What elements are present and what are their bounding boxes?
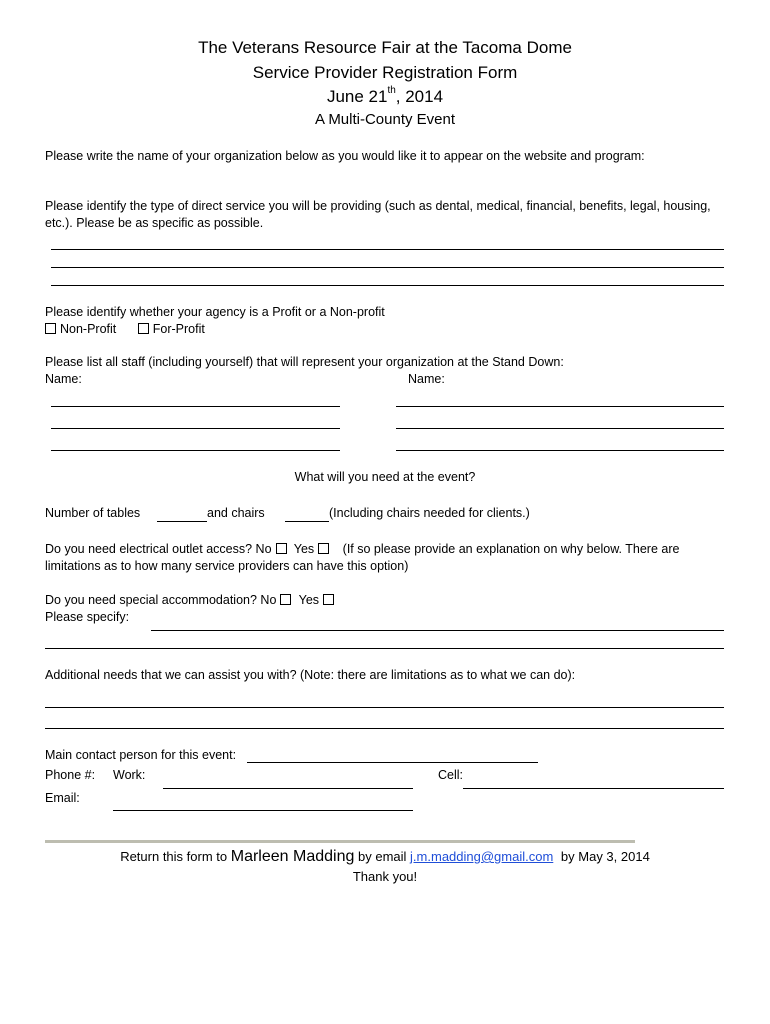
cell-phone-line[interactable]	[463, 788, 724, 789]
service-type-line-3[interactable]	[51, 285, 724, 286]
org-name-prompt: Please write the name of your organization below as you would like it to appear on the website and program:	[45, 149, 645, 163]
event-date-prefix: June 21	[326, 87, 388, 106]
accommodation-specify-line[interactable]	[151, 630, 724, 631]
email-line[interactable]	[113, 810, 413, 811]
tables-input-line[interactable]	[157, 521, 207, 522]
chairs-note: (Including chairs needed for clients.)	[329, 506, 530, 520]
staff-name-line[interactable]	[396, 428, 724, 429]
accommodation-row	[45, 593, 338, 607]
profit-options	[45, 322, 205, 336]
additional-needs-prompt: Additional needs that we can assist you with? (Note: there are limitations as to what we can do):	[45, 668, 576, 682]
event-date-suffix: , 2014	[395, 87, 444, 106]
email-label: Email:	[45, 791, 80, 805]
accommodation-yes-checkbox[interactable]	[323, 594, 334, 605]
return-instructions	[0, 848, 770, 866]
staff-name-line[interactable]	[51, 450, 340, 451]
accommodation-yes-label: Yes	[298, 593, 320, 607]
staff-name-line[interactable]	[396, 450, 724, 451]
form-subtitle: Service Provider Registration Form	[252, 63, 518, 82]
contact-name: Marleen Madding	[230, 848, 355, 865]
work-phone-label: Work:	[113, 768, 146, 782]
additional-needs-line[interactable]	[45, 728, 724, 729]
needs-heading: What will you need at the event?	[294, 470, 476, 484]
non-profit-checkbox[interactable]	[45, 323, 56, 334]
tables-label: Number of tables	[45, 506, 141, 520]
chairs-label: and chairs	[207, 506, 265, 520]
phone-label: Phone #:	[45, 768, 96, 782]
service-type-line-2[interactable]	[51, 267, 724, 268]
non-profit-label: Non-Profit	[60, 322, 117, 336]
accommodation-no-checkbox[interactable]	[280, 594, 291, 605]
electrical-question: Do you need electrical outlet access?	[45, 542, 253, 556]
main-contact-label: Main contact person for this event:	[45, 748, 237, 762]
contact-email-link[interactable]: j.m.madding@gmail.com	[410, 849, 554, 864]
accommodation-specify-label: Please specify:	[45, 610, 130, 624]
electrical-no-label: No	[255, 542, 272, 556]
cell-phone-label: Cell:	[438, 768, 464, 782]
service-type-prompt-line1: Please identify the type of direct service you will be providing (such as dental, medical, financial, benefits, legal, housing,	[45, 199, 711, 213]
work-phone-line[interactable]	[163, 788, 413, 789]
electrical-no-checkbox[interactable]	[276, 543, 287, 554]
accommodation-no-label: No	[260, 593, 277, 607]
deadline-text: by May 3, 2014	[560, 849, 650, 864]
accommodation-specify-line[interactable]	[45, 648, 724, 649]
electrical-row	[45, 542, 679, 556]
footer-divider	[45, 840, 635, 843]
staff-name-line[interactable]	[51, 428, 340, 429]
electrical-yes-label: Yes	[293, 542, 315, 556]
profit-prompt: Please identify whether your agency is a Profit or a Non-profit	[45, 305, 385, 319]
for-profit-checkbox[interactable]	[138, 323, 149, 334]
event-date-sup: th	[387, 85, 396, 96]
staff-name-label-left: Name:	[45, 372, 82, 386]
staff-name-line[interactable]	[51, 406, 340, 407]
staff-name-label-right: Name:	[408, 372, 445, 386]
event-tagline: A Multi-County Event	[314, 111, 456, 128]
return-prefix: Return this form to	[120, 849, 228, 864]
by-email-text: by email	[358, 849, 407, 864]
service-type-line-1[interactable]	[51, 249, 724, 250]
accommodation-question: Do you need special accommodation?	[45, 593, 257, 607]
main-contact-line[interactable]	[247, 762, 538, 763]
event-date	[0, 87, 770, 107]
staff-name-line[interactable]	[396, 406, 724, 407]
additional-needs-line[interactable]	[45, 707, 724, 708]
service-type-prompt-line2: etc.). Please be as specific as possible.	[45, 216, 264, 230]
electrical-note-line2: limitations as to how many service providers can have this option)	[45, 559, 409, 573]
form-title: The Veterans Resource Fair at the Tacoma Dome	[198, 38, 572, 57]
electrical-note-line1: (If so please provide an explanation on why below. There are	[342, 542, 680, 556]
for-profit-label: For-Profit	[152, 322, 205, 336]
electrical-yes-checkbox[interactable]	[318, 543, 329, 554]
thank-you-text: Thank you!	[352, 869, 418, 884]
staff-prompt: Please list all staff (including yourself) that will represent your organization at the Stand Down:	[45, 355, 564, 369]
chairs-input-line[interactable]	[285, 521, 329, 522]
